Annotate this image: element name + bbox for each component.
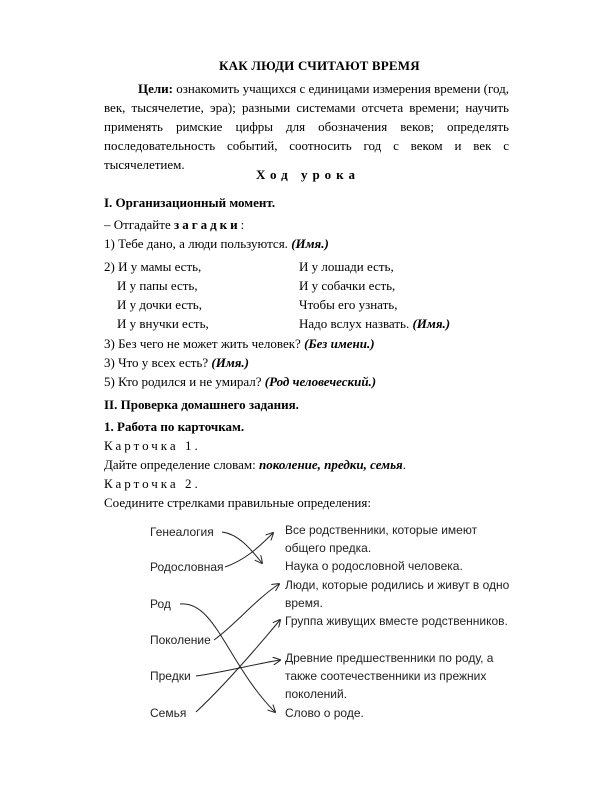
page-title: КАК ЛЮДИ СЧИТАЮТ ВРЕМЯ [219, 58, 420, 73]
riddle-2-left-line-1: 2) И у мамы есть, [104, 259, 202, 274]
lesson-heading: Ход урока [256, 167, 360, 182]
riddle-2-left-line-3: И у дочки есть, [117, 297, 202, 312]
riddles-intro-suffix: : [240, 217, 245, 232]
section-2-heading: II. Проверка домашнего задания. [104, 397, 299, 412]
term-family: Семья [150, 706, 187, 720]
arrow-clan [180, 604, 275, 712]
riddle-5-answer: (Род человеческий.) [264, 374, 377, 389]
section-1-heading: I. Организационный момент. [104, 195, 276, 210]
riddle-1-text: 1) Тебе дано, а люди пользуются. [104, 236, 292, 251]
riddle-5-text: 5) Кто родился и не умирал? [104, 374, 265, 389]
card-2-task: Соедините стрелками правильные определения: [104, 495, 371, 510]
definition-5: Древние предшественники по роду, а также соотечественники из прежних поколений. [285, 651, 494, 701]
arrow-generation [214, 584, 279, 640]
term-ancestors: Предки [150, 669, 191, 683]
goals-text: ознакомить учащихся с единицами измерения времени (год, век, тысячелетие, эра); разными системами отсчета времени; научить применять римские цифры для обозначения веков; определять последовательность событий, соотносить год с веком и век с тысячелетием. [104, 81, 509, 172]
riddle-3-answer: (Без имени.) [304, 336, 375, 351]
riddles-intro-word: загадки [173, 217, 241, 232]
riddle-4-answer: (Имя.) [211, 355, 249, 370]
riddle-3-text: 3) Без чего не может жить человек? [104, 336, 305, 351]
card-2-label: Карточка 2. [104, 476, 201, 491]
cards-heading: 1. Работа по карточкам. [104, 419, 245, 434]
arrow-pedigree [225, 533, 273, 567]
riddle-2-right-line-2: И у собачки есть, [299, 278, 396, 293]
term-clan: Род [150, 597, 171, 611]
goals-label: Цели: [138, 81, 173, 96]
riddle-2-answer: (Имя.) [412, 316, 451, 331]
definition-1: Все родственники, которые имеют общего предка. [285, 523, 478, 555]
card-1-task-suffix: . [402, 457, 406, 472]
definition-4: Группа живущих вместе родственников. [285, 614, 508, 628]
term-pedigree: Родословная [150, 560, 224, 574]
definition-3: Люди, которые родились и живут в одно время. [285, 578, 510, 610]
definition-6: Слово о роде. [285, 706, 364, 720]
definition-2: Наука о родословной человека. [285, 559, 463, 573]
riddle-2-right-line-1: И у лошади есть, [299, 259, 394, 274]
card-1-task-words: поколение, предки, семья [259, 457, 403, 472]
card-1-task-prefix: Дайте определение словам: [104, 457, 260, 472]
riddle-2-right-line-3: Чтобы его узнать, [299, 297, 398, 312]
riddle-2-left-line-4: И у внучки есть, [117, 316, 209, 331]
card-1-label: Карточка 1. [104, 438, 201, 453]
term-genealogy: Генеалогия [150, 525, 214, 539]
riddle-2-right-line-4-text: Надо вслух назвать. [299, 316, 413, 331]
riddle-2-left-line-2: И у папы есть, [117, 278, 198, 293]
term-generation: Поколение [150, 633, 211, 647]
arrow-genealogy [222, 532, 262, 563]
riddle-4-text: 3) Что у всех есть? [104, 355, 212, 370]
riddle-1-answer: (Имя.) [291, 236, 329, 251]
riddles-intro-prefix: – Отгадайте [104, 217, 174, 232]
arrow-family [196, 620, 280, 712]
